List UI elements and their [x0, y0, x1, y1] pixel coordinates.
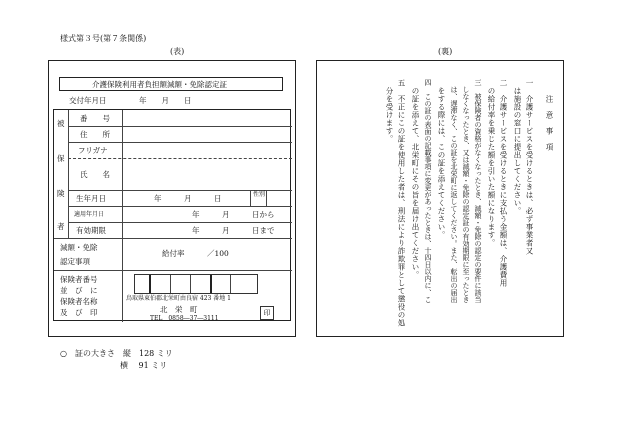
insured-label-1: 被	[57, 119, 65, 128]
insured-label-2: 保	[57, 154, 65, 163]
insurer-name: 北 栄 町	[160, 305, 198, 314]
number-label: 番 号	[80, 114, 110, 123]
birth-value: 年 月 日	[154, 194, 222, 203]
insurer-label-3: 保険者名称	[60, 297, 98, 306]
form-number: 様式第３号(第７条関係)	[60, 34, 147, 43]
notes-heading: 注 意 事 項	[545, 95, 554, 151]
name-label: 氏 名	[80, 170, 110, 179]
reduction-label-1: 減額・免除	[60, 243, 98, 252]
address-label: 住 所	[80, 130, 110, 139]
title-box	[59, 77, 283, 91]
expiry-value: 年 月 日まで	[192, 226, 275, 235]
insurer-tel: TEL 0858―37―3111	[150, 315, 219, 322]
insurer-label-1: 保険者番号	[60, 275, 98, 284]
expiry-label: 有効期限	[76, 226, 106, 235]
card-title: 介護保険利用者負担額減額・免除認定証	[92, 80, 227, 89]
note-line-11: 五 不正にこの証を使用した者は、刑法により詐欺罪として懲役の処	[397, 79, 406, 327]
note-line-9: 四 この証の表面の記載事項に変更があったときは、十四日以内に、こ	[424, 79, 432, 303]
back-caption: (裏)	[438, 47, 453, 56]
size-note-width: 横 91 ミリ	[120, 361, 168, 370]
note-line-8: をする際には、この証を添えてください。	[437, 79, 446, 239]
insurer-label-2: 並 び に	[60, 286, 98, 295]
note-line-12: 分を受けます。	[385, 79, 394, 143]
benefit-rate: 給付率 ／100	[162, 249, 229, 258]
note-line-7: は、遅滞なく、この証を北栄町に返してください。また、転出の届出	[450, 79, 458, 303]
birth-label: 生年月日	[76, 194, 106, 203]
note-line-6: しなくなったとき、又は減額・免除の認定証の有効期限に至ったとき	[462, 79, 470, 303]
insurer-label-4: 及 び 印	[60, 308, 98, 317]
note-line-1: 一 介護サービスを受けるときは、必ず事業者又	[525, 79, 534, 255]
note-line-3: 二 介護サービスを受けるときに支払う金額は、介護費用	[499, 79, 508, 287]
start-label: 適用年月日	[74, 211, 105, 218]
furigana-label: フリガナ	[78, 146, 108, 155]
size-note-height: ○ 証の大きさ 縦 128 ミリ	[60, 349, 173, 358]
start-value: 年 月 日から	[192, 210, 275, 219]
issue-date-value: 年 月 日	[139, 96, 192, 105]
back-card	[316, 60, 564, 337]
front-card	[48, 60, 296, 337]
seal-mark: 印	[260, 306, 274, 320]
insurer-address: 鳥取県東伯郡北栄町由良宿 423 番地 1	[126, 295, 231, 302]
insured-label-3: 険	[57, 189, 65, 198]
note-line-10: の証を添えて、北栄町にその旨を届け出てください。	[411, 79, 420, 279]
reduction-label-2: 認定事項	[60, 257, 90, 266]
card-table	[53, 109, 291, 321]
note-line-5: 三 被保険者の資格がなくなったとき、減額・免除の認定の要件に該当	[474, 79, 482, 303]
insured-label-4: 者	[57, 222, 65, 231]
front-caption: (表)	[170, 47, 185, 56]
insurer-number-boxes	[134, 274, 258, 294]
issue-date-label: 交付年月日	[69, 96, 107, 105]
note-line-2: は施設の窓口に提出してください。	[513, 79, 522, 215]
note-line-4: の給付率を乗じた額を引いた額になります。	[487, 79, 496, 247]
sex-label: 性別	[253, 191, 266, 198]
